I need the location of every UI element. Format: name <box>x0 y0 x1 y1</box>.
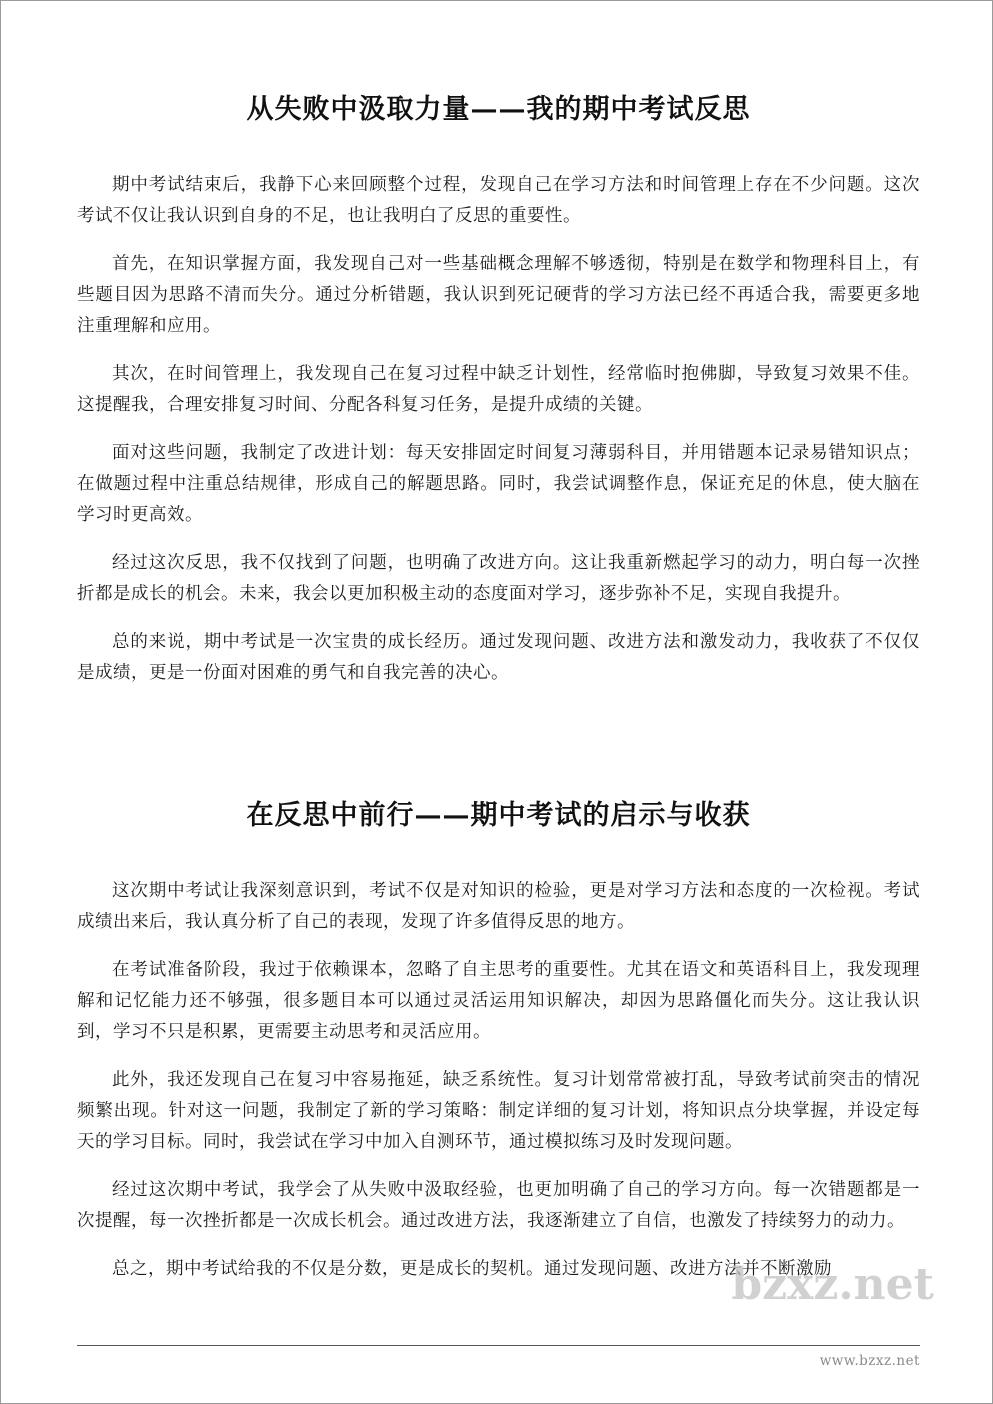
essay2-title: 在反思中前行——期中考试的启示与收获 <box>246 800 751 831</box>
page-content <box>77 1 920 1302</box>
footer-divider <box>77 1345 920 1346</box>
watermark: bzxz.net <box>731 1259 934 1310</box>
essay2-paragraph-2: 在考试准备阶段，我过于依赖课本，忽略了自主思考的重要性。尤其在语文和英语科目上，我发现理解和记忆能力还不够强，很多题目本可以通过灵活运用知识解决，却因为思路僵化而失分。这让我认识到，学习不只是积累，更需要主动思考和灵活应用。 <box>77 960 920 1042</box>
essay2-paragraph-5: 总之，期中考试给我的不仅是分数，更是成长的契机。通过发现问题、改进方法并不断激励 <box>112 1259 832 1279</box>
essay2-paragraph-4: 经过这次期中考试，我学会了从失败中汲取经验，也更加明确了自己的学习方向。每一次错题都是一次提醒，每一次挫折都是一次成长机会。通过改进方法，我逐渐建立了自信，也激发了持续努力的动力。 <box>77 1180 920 1231</box>
essay1-paragraph-4: 面对这些问题，我制定了改进计划：每天安排固定时间复习薄弱科目，并用错题本记录易错知识点；在做题过程中注重总结规律，形成自己的解题思路。同时，我尝试调整作息，保证充足的休息，使大脑在学习时更高效。 <box>77 443 920 525</box>
essay2-paragraph-3: 此外，我还发现自己在复习中容易拖延，缺乏系统性。复习计划常常被打乱，导致考试前突击的情况频繁出现。针对这一问题，我制定了新的学习策略：制定详细的复习计划，将知识点分块掌握，并设定每天的学习目标。同时，我尝试在学习中加入自测环节，通过模拟练习及时发现问题。 <box>77 1070 920 1152</box>
essay1-paragraph-5: 经过这次反思，我不仅找到了问题，也明确了改进方向。这让我重新燃起学习的动力，明白每一次挫折都是成长的机会。未来，我会以更加积极主动的态度面对学习，逐步弥补不足，实现自我提升。 <box>77 553 920 604</box>
essay1-paragraph-3: 其次，在时间管理上，我发现自己在复习过程中缺乏计划性，经常临时抱佛脚，导致复习效果不佳。这提醒我，合理安排复习时间、分配各科复习任务，是提升成绩的关键。 <box>77 364 920 415</box>
essay1-paragraph-6: 总的来说，期中考试是一次宝贵的成长经历。通过发现问题、改进方法和激发动力，我收获了不仅仅是成绩，更是一份面对困难的勇气和自我完善的决心。 <box>77 632 920 683</box>
essay-1 <box>77 87 920 689</box>
essay-2 <box>77 793 920 1285</box>
essay1-paragraph-2: 首先，在知识掌握方面，我发现自己对一些基础概念理解不够透彻，特别是在数学和物理科目上，有些题目因为思路不清而失分。通过分析错题，我认识到死记硬背的学习方法已经不再适合我，需要更多地注重理解和应用。 <box>77 254 920 336</box>
footer-url: www.bzxz.net <box>819 1353 920 1369</box>
essay2-paragraph-1: 这次期中考试让我深刻意识到，考试不仅是对知识的检验，更是对学习方法和态度的一次检视。考试成绩出来后，我认真分析了自己的表现，发现了许多值得反思的地方。 <box>77 881 920 932</box>
essay1-paragraph-1: 期中考试结束后，我静下心来回顾整个过程，发现自己在学习方法和时间管理上存在不少问题。这次考试不仅让我认识到自身的不足，也让我明白了反思的重要性。 <box>77 175 920 226</box>
essay1-title: 从失败中汲取力量——我的期中考试反思 <box>246 94 751 125</box>
